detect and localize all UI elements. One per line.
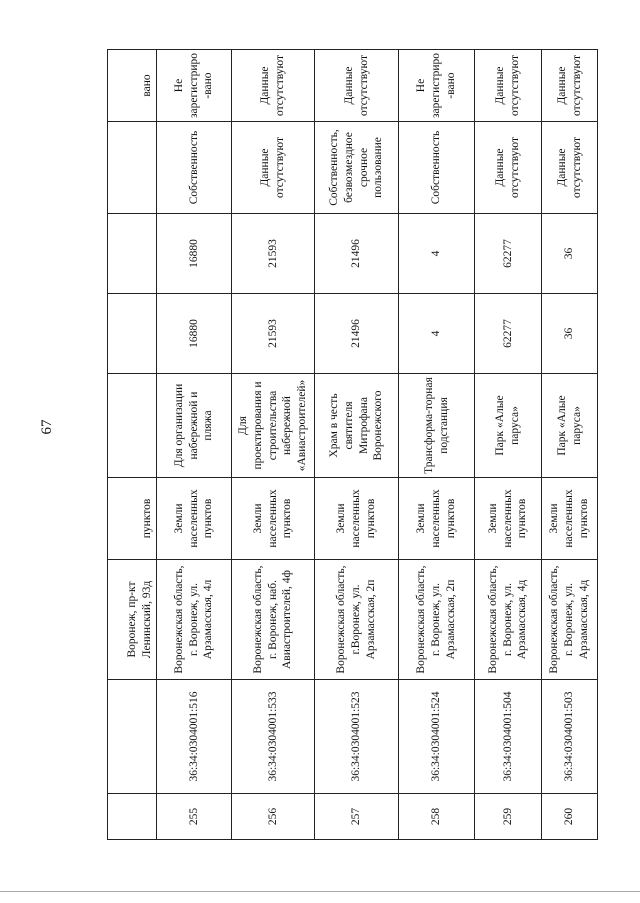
permitted-use: Трансформа-торная подстанция — [399, 374, 475, 478]
row-number: 260 — [542, 794, 598, 840]
page-number: 67 — [38, 419, 55, 435]
address: Воронежская область, г. Воронеж, наб. Авиастроителей, 4ф — [232, 560, 315, 680]
header-cell — [108, 794, 157, 840]
area-value: 16880 — [157, 294, 232, 374]
permitted-use: Храм в честь святителя Митрофана Воронежского — [315, 374, 399, 478]
area-value: 16880 — [157, 214, 232, 294]
area-value: 62277 — [475, 294, 542, 374]
rotated-table-container — [107, 50, 597, 840]
row-number: 255 — [157, 794, 232, 840]
registration-status: Данные отсутствуют — [315, 50, 399, 122]
header-cell — [108, 294, 157, 374]
area-value: 21593 — [232, 214, 315, 294]
header-cell: вано — [108, 50, 157, 122]
cadastral-number: 36:34:0304001:516 — [157, 680, 232, 794]
land-category: Земли населенных пунктов — [542, 478, 598, 560]
area-value: 4 — [399, 294, 475, 374]
cadastral-number: 36:34:0304001:524 — [399, 680, 475, 794]
header-cell — [108, 374, 157, 478]
area-value: 21496 — [315, 294, 399, 374]
area-value: 21496 — [315, 214, 399, 294]
land-plots-table — [107, 49, 598, 840]
table-row — [157, 50, 232, 840]
row-number: 258 — [399, 794, 475, 840]
header-cell — [108, 214, 157, 294]
area-value: 36 — [542, 294, 598, 374]
registration-status: Не зарегистриро-вано — [399, 50, 475, 122]
right-type: Данные отсутствуют — [475, 122, 542, 214]
address: Воронежская область, г. Воронеж, ул. Арзамасская, 4д — [475, 560, 542, 680]
table-row — [399, 50, 475, 840]
right-type: Собственность — [399, 122, 475, 214]
right-type: Собственность, безвозмездное срочное пользование — [315, 122, 399, 214]
row-number: 257 — [315, 794, 399, 840]
area-value: 4 — [399, 214, 475, 294]
cadastral-number: 36:34:0304001:523 — [315, 680, 399, 794]
registration-status: Данные отсутствуют — [232, 50, 315, 122]
land-category: Земли населенных пунктов — [157, 478, 232, 560]
table-header-row — [108, 50, 157, 840]
table-row — [232, 50, 315, 840]
permitted-use: Парк «Алые паруса» — [542, 374, 598, 478]
header-cell — [108, 680, 157, 794]
row-number: 256 — [232, 794, 315, 840]
land-category: Земли населенных пунктов — [315, 478, 399, 560]
land-category: Земли населенных пунктов — [399, 478, 475, 560]
address: Воронежская область, г. Воронеж, ул. Арзамасская, 4д — [542, 560, 598, 680]
registration-status: Не зарегистриро-вано — [157, 50, 232, 122]
area-value: 21593 — [232, 294, 315, 374]
header-cell: Воронеж, пр-кт Ленинский, 93д — [108, 560, 157, 680]
header-cell — [108, 122, 157, 214]
table-row — [475, 50, 542, 840]
right-type: Собственность — [157, 122, 232, 214]
area-value: 62277 — [475, 214, 542, 294]
right-type: Данные отсутствуют — [542, 122, 598, 214]
permitted-use: Для организации набережной и пляжа — [157, 374, 232, 478]
permitted-use: Парк «Алые паруса» — [475, 374, 542, 478]
row-number: 259 — [475, 794, 542, 840]
land-category: Земли населенных пунктов — [232, 478, 315, 560]
address: Воронежская область, г.Воронеж, ул. Арзамасская, 2п — [315, 560, 399, 680]
land-category: Земли населенных пунктов — [475, 478, 542, 560]
table-row — [542, 50, 598, 840]
address: Воронежская область, г. Воронеж, ул. Арзамасская, 2п — [399, 560, 475, 680]
page-bottom-edge — [0, 891, 640, 892]
registration-status: Данные отсутствуют — [542, 50, 598, 122]
header-cell: пунктов — [108, 478, 157, 560]
area-value: 36 — [542, 214, 598, 294]
table-row — [315, 50, 399, 840]
permitted-use: Для проектирования и строительства набережной «Авиастроителей» — [232, 374, 315, 478]
address: Воронежская область, г. Воронеж, ул. Арзамасская, 4л — [157, 560, 232, 680]
cadastral-number: 36:34:0304001:533 — [232, 680, 315, 794]
right-type: Данные отсутствуют — [232, 122, 315, 214]
cadastral-number: 36:34:0304001:504 — [475, 680, 542, 794]
cadastral-number: 36:34:0304001:503 — [542, 680, 598, 794]
registration-status: Данные отсутствуют — [475, 50, 542, 122]
